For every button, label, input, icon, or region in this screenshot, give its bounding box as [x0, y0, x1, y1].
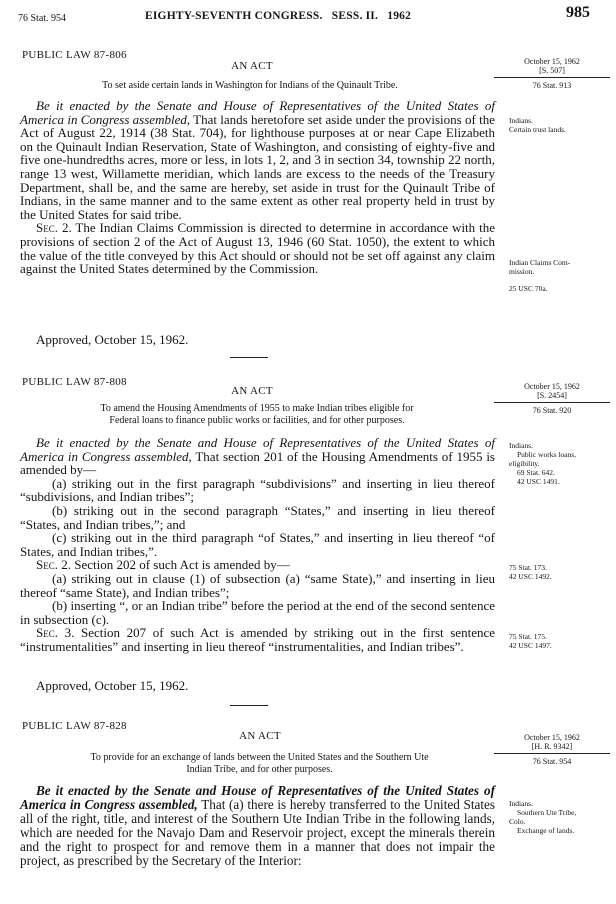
section-2: Sec. 2. The Indian Claims Commission is directed to determine in accordance with the provisions of section 2 of the Act of August 13, 1946 (60 Stat. 1050), the extent to which the value of the title conveyed by this Act should or should not be set off against any claim against the United States determined by the Commission.	[20, 220, 496, 277]
margin-note: 75 Stat. 173. 42 USC 1492.	[509, 563, 552, 581]
section-2: Sec. 2. Section 202 of such Act is amended by—	[36, 557, 290, 573]
law-label: PUBLIC LAW 87-806	[22, 49, 127, 61]
enacting-clause: Be it enacted by the Senate and House of Representatives of the United States of America in Congress assembled, That lands heretofore set aside under the provisions of the Act of August 22, 1914 (38 Stat. 704), for lighthouse purposes at or near Cape Elizabeth on the Quinault Indian Reservation, State of Washington, and consisting of eighty-five and five one-hundredths acres, more or less, in lots 1, 2, and 3 in section 34, township 22 north, range 13 west, Willamette meridian, which lands are excess to the needs of the Treasury Department, shall be, and the same are hereby, set aside in trust for the Quinault Tribe of Indians, in the same manner and to the same extent as other real property held in trust by the United States for said tribe.	[20, 98, 496, 222]
act-body	[20, 784, 495, 868]
running-stat-citation: 76 Stat. 954	[18, 13, 67, 24]
act-label: AN ACT	[239, 730, 281, 742]
enactment-date: October 15, 1962	[524, 382, 580, 391]
approval-line: Approved, October 15, 1962.	[36, 678, 189, 693]
margin-note: 75 Stat. 175. 42 USC 1497.	[509, 632, 552, 650]
section-divider	[230, 705, 268, 706]
stat-citation: 76 Stat. 913	[532, 81, 572, 90]
act-label: AN ACT	[231, 385, 273, 397]
amendment-item: (b) striking out in the second paragraph “States,” and inserting in lieu thereof “States, and Indian tribes,”; and	[20, 502, 495, 532]
margin-note: 25 USC 70a.	[509, 284, 548, 293]
act-purpose: To provide for an exchange of lands between the United States and the Southern Ute Indian Tribe, and for other purposes.	[90, 752, 429, 775]
section-divider	[230, 357, 268, 358]
running-title: EIGHTY-SEVENTH CONGRESS. SESS. II. 1962	[145, 10, 412, 22]
margin-note: Indians. Certain trust lands.	[509, 116, 566, 134]
act-purpose: To amend the Housing Amendments of 1955 to make Indian tribes eligible for Federal loans to finance public works or facilities, and for other purposes.	[100, 403, 414, 426]
enactment-date: October 15, 1962	[524, 733, 580, 742]
margin-note: Indians. Public works loans, eligibility. 69 Stat. 642. 42 USC 1491.	[509, 441, 576, 486]
section-3: Sec. 3. Section 207 of such Act is amended by striking out in the first sentence “instrumentalities” and inserting in lieu thereof “instrumentalities, and Indian tribes”.	[20, 625, 496, 654]
page-number: 985	[566, 4, 590, 21]
law-label: PUBLIC LAW 87-828	[22, 720, 127, 732]
enactment-date: October 15, 1962	[524, 57, 580, 66]
bill-number: [S. 2454]	[494, 391, 610, 403]
amendment-item: (c) striking out in the third paragraph “of States,” and inserting in lieu thereof “of States, and Indian tribes,”.	[20, 530, 495, 559]
stat-citation: 76 Stat. 920	[532, 406, 572, 415]
bill-number: [H. R. 9342]	[494, 742, 610, 754]
enactment-sidebar	[494, 57, 610, 90]
enactment-sidebar	[494, 733, 610, 766]
amendment-item: (b) inserting “, or an Indian tribe” before the period at the end of the second sentence in subsection (c).	[20, 598, 495, 627]
law-label: PUBLIC LAW 87-808	[22, 376, 127, 388]
amendment-item: (a) striking out in the first paragraph “subdivisions” and inserting in lieu thereof “subdivisions, and Indian tribes”;	[20, 475, 495, 505]
margin-note: Indian Claims Com- mission.	[509, 258, 571, 276]
enacting-clause: Be it enacted by the Senate and House of Representatives of the United States of America in Congress assembled, That (a) there is hereby transferred to the United States all of the right, title, and interest of the Southern Ute Indian Tribe in the following lands, which are needed for the Navajo Dam and Reservoir project, except the minerals therein and the right to prospect for and remove them in a manner that does not impair the project, as prescribed by the Secretary of the Interior:	[20, 783, 496, 868]
act-label: AN ACT	[231, 60, 273, 72]
amendment-item: (a) striking out in clause (1) of subsection (a) “same State),” and inserting in lieu thereof “same State), and Indian tribes”;	[20, 570, 495, 600]
stat-citation: 76 Stat. 954	[532, 757, 572, 766]
act-body	[20, 436, 495, 654]
act-body	[20, 99, 495, 276]
margin-note: Indians. Southern Ute Tribe, Colo. Exchange of lands.	[509, 799, 577, 835]
approval-line: Approved, October 15, 1962.	[36, 332, 189, 347]
act-purpose: To set aside certain lands in Washington for Indians of the Quinault Tribe.	[102, 80, 398, 91]
enacting-clause: Be it enacted by the Senate and House of Representatives of the United States of America in Congress assembled, That section 201 of the Housing Amendments of 1955 is amended by—	[20, 435, 495, 478]
enactment-sidebar	[494, 382, 610, 415]
bill-number: [S. 507]	[494, 66, 610, 78]
